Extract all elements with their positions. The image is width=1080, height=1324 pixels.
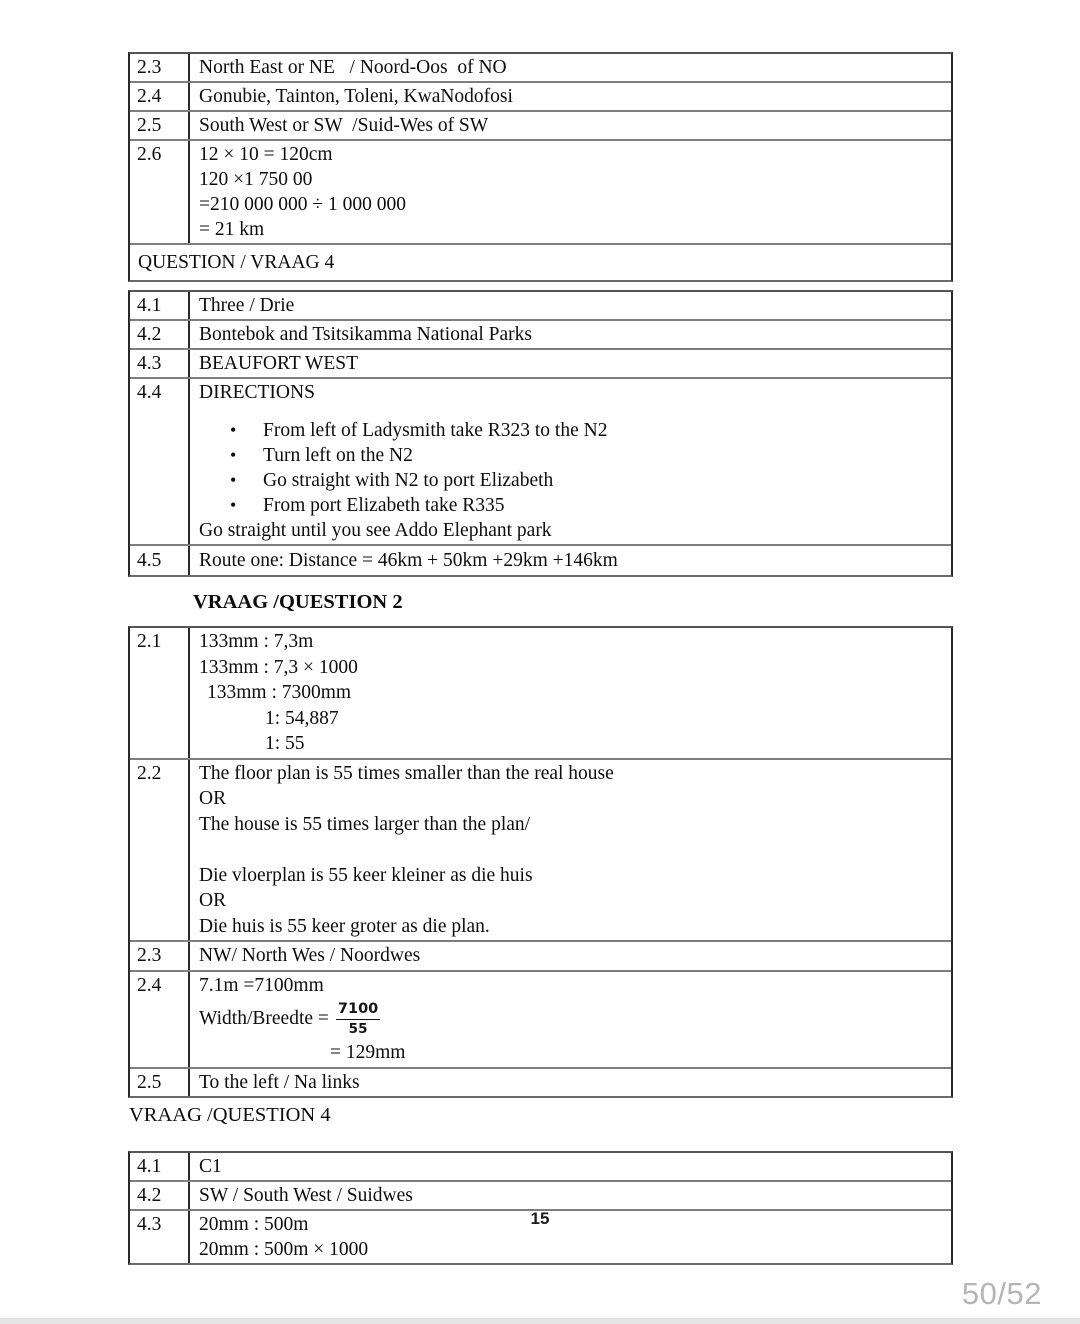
fraction bbox=[336, 1001, 380, 1037]
answer-line: 20mm : 500m bbox=[199, 1214, 309, 1235]
bullet-text: From port Elizabeth take R335 bbox=[263, 495, 505, 516]
answers-table-q2-main bbox=[128, 626, 953, 1098]
answer-line: The house is 55 times larger than the plan/ bbox=[199, 813, 531, 835]
bullet-icon: • bbox=[230, 495, 237, 515]
document-page-number: 15 bbox=[530, 1209, 550, 1228]
answer-line: 7.1m =7100mm bbox=[199, 974, 324, 996]
answer-line: Die vloerplan is 55 keer kleiner as die huis bbox=[199, 864, 533, 886]
answer-number: 4.2 bbox=[130, 1182, 190, 1209]
table-row bbox=[130, 1153, 951, 1180]
table-row bbox=[130, 1067, 951, 1097]
table-row bbox=[130, 348, 951, 377]
answer-line: 1: 54,887 bbox=[265, 707, 339, 729]
answer-line: 133mm : 7300mm bbox=[207, 682, 352, 703]
table-row bbox=[130, 758, 951, 941]
table-row bbox=[130, 110, 951, 139]
answers-table-top bbox=[128, 52, 953, 282]
answer-line: The floor plan is 55 times smaller than the real house bbox=[199, 762, 614, 784]
answer-line: OR bbox=[199, 788, 227, 809]
answer-text: Route one: Distance = 46km + 50km +29km +146km bbox=[199, 550, 618, 571]
answer-number: 4.4 bbox=[130, 379, 190, 544]
answer-text: C1 bbox=[199, 1156, 222, 1177]
answer-line: OR bbox=[199, 890, 227, 911]
answer-line: 133mm : 7,3 × 1000 bbox=[199, 656, 358, 678]
table-row bbox=[130, 628, 951, 758]
answer-number: 4.5 bbox=[130, 546, 190, 575]
answer-line: DIRECTIONS bbox=[199, 382, 315, 403]
answer-line: 120 ×1 750 00 bbox=[199, 169, 313, 190]
table-row bbox=[130, 970, 951, 1067]
viewer-page-indicator: 50/52 bbox=[961, 1276, 1042, 1311]
table-row bbox=[130, 940, 951, 970]
answer-number: 2.6 bbox=[130, 141, 190, 243]
answer-line: = 21 km bbox=[199, 219, 265, 240]
answer-line: Die huis is 55 keer groter as die plan. bbox=[199, 915, 490, 937]
section-heading-question-4: VRAAG /QUESTION 4 bbox=[129, 1104, 331, 1126]
answer-text: North East or NE / Noord-Oos of NO bbox=[199, 57, 507, 78]
answer-number: 2.4 bbox=[130, 972, 190, 1067]
fraction-denominator: 55 bbox=[348, 1021, 368, 1037]
bullet-text: Go straight with N2 to port Elizabeth bbox=[263, 470, 554, 491]
answers-table-q4-second bbox=[128, 1151, 953, 1265]
answer-text: To the left / Na links bbox=[199, 1071, 360, 1093]
answer-text: Gonubie, Tainton, Toleni, KwaNodofosi bbox=[199, 86, 513, 107]
table-row bbox=[130, 81, 951, 110]
answer-number: 4.3 bbox=[130, 1211, 190, 1263]
bullet-item bbox=[199, 443, 943, 468]
answer-number: 4.2 bbox=[130, 321, 190, 348]
answer-text: BEAUFORT WEST bbox=[199, 353, 358, 374]
bullet-item bbox=[199, 493, 943, 518]
bullet-icon: • bbox=[230, 445, 237, 465]
fraction-numerator: 7100 bbox=[336, 1001, 380, 1020]
table-row bbox=[130, 243, 951, 280]
answer-text: South West or SW /Suid-Wes of SW bbox=[199, 115, 489, 136]
section-heading-question-2: VRAAG /QUESTION 2 bbox=[193, 591, 403, 613]
table-row bbox=[130, 544, 951, 575]
memo-content bbox=[128, 52, 953, 1265]
table-row bbox=[130, 139, 951, 243]
formula-label: Width/Breedte = bbox=[199, 1008, 329, 1029]
answer-number: 2.5 bbox=[130, 1069, 190, 1097]
table-row bbox=[130, 377, 951, 544]
question-section-header: QUESTION / VRAAG 4 bbox=[138, 252, 335, 273]
answer-number: 2.1 bbox=[130, 628, 190, 758]
answer-number: 2.3 bbox=[130, 942, 190, 970]
answer-line: 133mm : 7,3m bbox=[199, 631, 314, 652]
answer-text: Three / Drie bbox=[199, 295, 295, 316]
answer-line: 12 × 10 = 120cm bbox=[199, 144, 333, 165]
page-boundary-divider bbox=[0, 1318, 1080, 1324]
bullet-icon: • bbox=[230, 470, 237, 490]
bullet-text: From left of Ladysmith take R323 to the N2 bbox=[263, 420, 608, 441]
table-row bbox=[130, 1180, 951, 1209]
bullet-text: Turn left on the N2 bbox=[263, 445, 413, 466]
table-row bbox=[130, 319, 951, 348]
bullet-item bbox=[199, 418, 943, 443]
answer-text: NW/ North Wes / Noordwes bbox=[199, 945, 421, 966]
answer-line: Go straight until you see Addo Elephant park bbox=[199, 520, 552, 541]
answer-text: Bontebok and Tsitsikamma National Parks bbox=[199, 324, 532, 345]
answer-number: 2.3 bbox=[130, 54, 190, 81]
table-row bbox=[130, 54, 951, 81]
bullet-icon: • bbox=[230, 420, 237, 440]
answer-line: 1: 55 bbox=[265, 733, 305, 754]
answer-line: 20mm : 500m × 1000 bbox=[199, 1239, 369, 1260]
table-row bbox=[130, 292, 951, 319]
answer-number: 2.5 bbox=[130, 112, 190, 139]
answer-line: =210 000 000 ÷ 1 000 000 bbox=[199, 194, 406, 215]
answer-number: 4.3 bbox=[130, 350, 190, 377]
answer-number: 4.1 bbox=[130, 1153, 190, 1180]
formula-line bbox=[199, 998, 943, 1040]
answer-text: SW / South West / Suidwes bbox=[199, 1185, 413, 1206]
bullet-item bbox=[199, 468, 943, 493]
answer-number: 2.4 bbox=[130, 83, 190, 110]
answer-number: 4.1 bbox=[130, 292, 190, 319]
answer-number: 2.2 bbox=[130, 760, 190, 941]
answers-table-q4-first bbox=[128, 290, 953, 577]
formula-result: = 129mm bbox=[330, 1042, 406, 1063]
answer-line bbox=[199, 837, 943, 863]
